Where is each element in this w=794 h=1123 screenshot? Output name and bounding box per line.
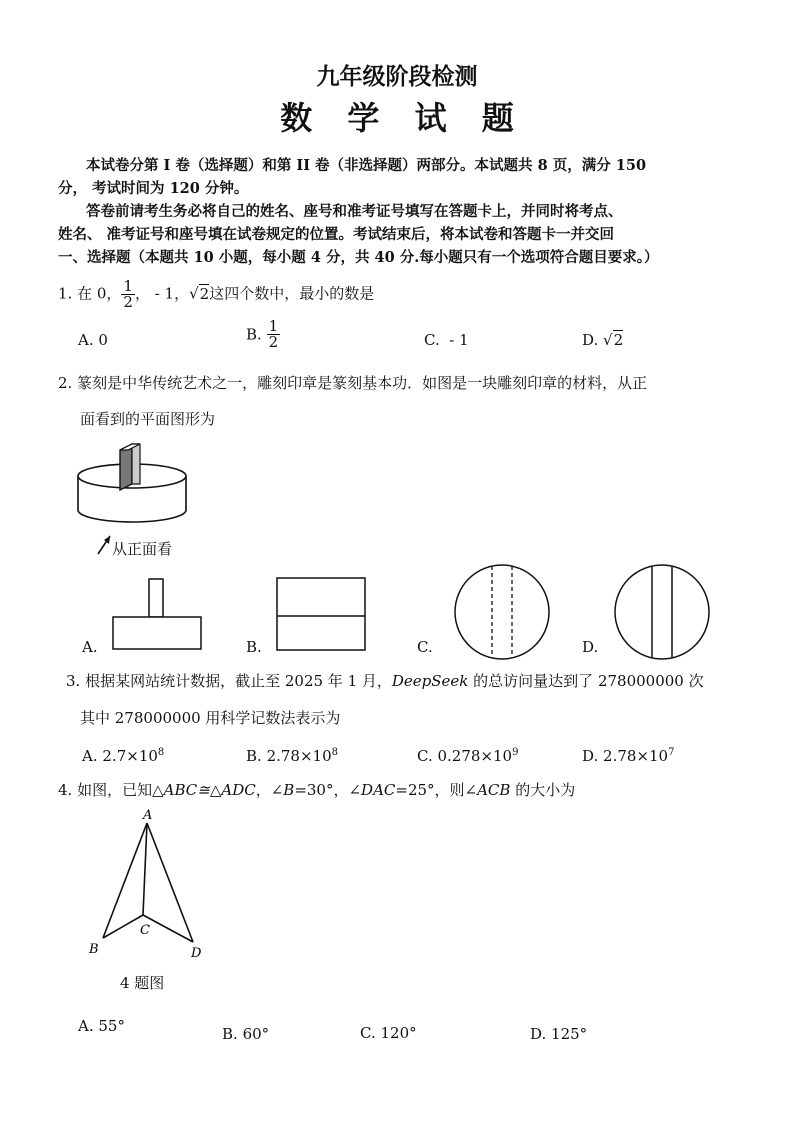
point-a-label: A xyxy=(143,808,153,823)
q2-option-b-figure[interactable] xyxy=(275,576,367,652)
q1-option-a[interactable]: A. 0 xyxy=(78,331,108,349)
q4-option-b[interactable]: B. 60° xyxy=(222,1025,270,1043)
fraction: $\frac{1}{2}$ xyxy=(123,277,133,311)
q2-option-c-label[interactable]: C. xyxy=(417,638,433,656)
exam-title: 数 学 试 题 xyxy=(280,99,526,137)
q2-option-d-figure[interactable] xyxy=(612,562,712,662)
square-root: √2 xyxy=(189,284,210,303)
q1-option-d[interactable]: D. √2 xyxy=(582,331,624,349)
q4-option-a[interactable]: A. 55° xyxy=(78,1017,125,1035)
q2-option-c-figure[interactable] xyxy=(452,562,552,662)
brand-name: DeepSeek xyxy=(391,672,469,690)
point-b-label: B xyxy=(89,942,99,957)
instructions-line-3: 答卷前请考生务必将自己的姓名、座号和准考证号填写在答题卡上，并同时将考点、 xyxy=(86,203,623,220)
q3-option-b[interactable]: B. $2.78\times 10^8$ xyxy=(246,747,339,765)
front-view-label: 从正面看 xyxy=(112,540,173,558)
q2-option-a-figure[interactable] xyxy=(110,577,205,652)
section-heading: 一、选择题（本题共 10 小题，每小题 4 分，共 40 分.每小题只有一个选项符合题目要求。） xyxy=(58,249,659,266)
instructions-line-1: 本试卷分第 I 卷（选择题）和第 II 卷（非选择题）两部分。本试题共 8 页，满分 150 xyxy=(86,157,647,174)
question-number: 4. xyxy=(58,781,73,799)
question-1: 1. 在 0， $\frac{1}{2}$ ， - 1，√2这四个数中，最小的数是 xyxy=(58,277,375,311)
q3-option-c[interactable]: C. $0.278\times 10^9$ xyxy=(417,747,519,765)
question-2-line-1: 2. 篆刻是中华传统艺术之一，雕刻印章是篆刻基本功．如图是一块雕刻印章的材料，从正 xyxy=(58,374,648,392)
question-number: 1. xyxy=(58,284,73,303)
exam-subtitle: 九年级阶段检测 xyxy=(316,63,478,90)
q3-option-a[interactable]: A. $2.7\times 10^8$ xyxy=(82,747,165,765)
point-c-label: C xyxy=(140,923,150,938)
question-number: 3. xyxy=(66,672,81,690)
question-3-line-2: 其中 278000000 用科学记数法表示为 xyxy=(80,709,341,727)
question-4: 4. 如图，已知△ABC≅△ADC，∠B=30°，∠DAC=25°，则∠ACB 的大小为 xyxy=(58,781,576,799)
point-d-label: D xyxy=(191,946,202,961)
q2-option-a-label[interactable]: A. xyxy=(82,638,98,656)
figure-caption: 4 题图 xyxy=(120,974,165,992)
triangle-figure xyxy=(85,805,215,965)
instructions-line-2: 分， 考试时间为 120 分钟。 xyxy=(58,180,249,197)
question-text: 在 0， xyxy=(77,284,122,303)
q4-option-d[interactable]: D. 125° xyxy=(530,1025,588,1043)
question-2-line-2: 面看到的平面图形为 xyxy=(80,410,216,428)
question-number: 2. xyxy=(58,374,73,392)
instructions-line-4: 姓名、 准考证号和座号填在试卷规定的位置。考试结束后，将本试卷和答题卡一并交回 xyxy=(58,226,615,243)
q1-option-b[interactable]: B. $\frac{1}{2}$ xyxy=(246,317,279,351)
q1-option-c[interactable]: C. - 1 xyxy=(424,331,469,349)
q3-option-d[interactable]: D. $2.78\times 10^7$ xyxy=(582,747,675,765)
q2-option-b-label[interactable]: B. xyxy=(246,638,262,656)
q2-option-d-label[interactable]: D. xyxy=(582,638,599,656)
question-3-line-1: 3. 根据某网站统计数据，截止至 2025 年 1 月，DeepSeek 的总访问量达到了 278000000 次 xyxy=(66,672,704,690)
q4-option-c[interactable]: C. 120° xyxy=(360,1024,417,1042)
